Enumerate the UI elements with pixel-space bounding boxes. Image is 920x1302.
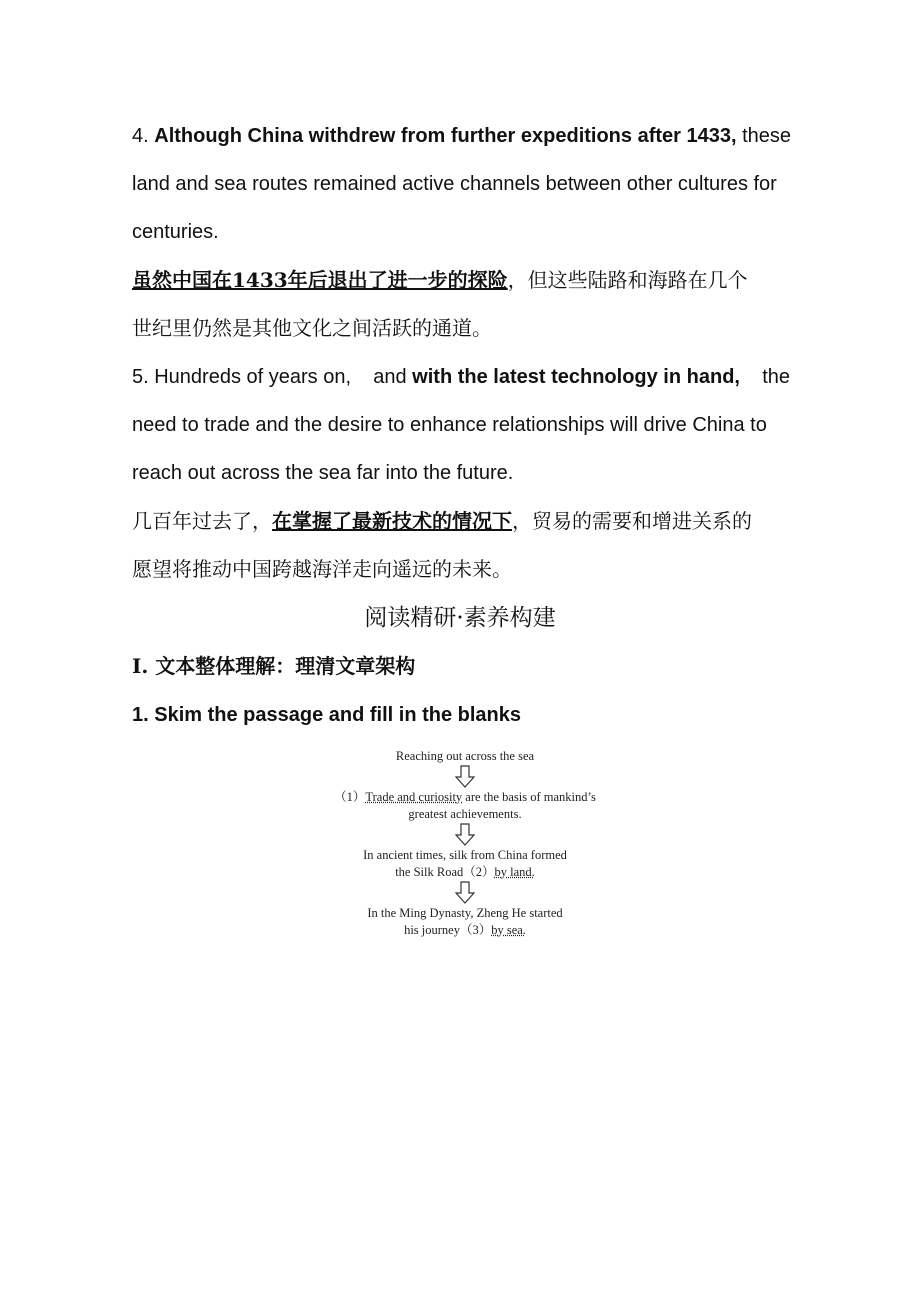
blank-answer-3: by sea. (491, 923, 526, 937)
item5-line1 (132, 365, 790, 389)
text: （1） (334, 790, 366, 804)
item5-line2: need to trade and the desire to enhance relationships will drive China to (132, 414, 767, 436)
diagram-title: Reaching out across the sea (395, 749, 535, 763)
text: 几百年过去了， (132, 509, 272, 533)
text: the (739, 366, 790, 388)
text: his journey（3） (404, 923, 492, 937)
text: the Silk Road（2） (395, 865, 495, 879)
underlined-translation: 在掌握了最新技术的情况下 (272, 509, 512, 533)
item4-line3: centuries. (132, 221, 219, 243)
underlined-translation: 虽然中国在1433年后退出了进一步的探险 (132, 268, 508, 292)
down-arrow-icon (455, 823, 475, 847)
item5-translation-line1 (132, 509, 752, 533)
subsection-heading: Ⅰ. 文本整体理解：理清文章架构 (132, 654, 416, 678)
task-heading: 1. Skim the passage and fill in the blanks (132, 704, 522, 726)
flow-diagram (320, 748, 610, 939)
diagram-box3 (320, 922, 610, 939)
diagram-box1 (320, 789, 610, 806)
item5-translation-line2: 愿望将推动中国跨越海洋走向遥远的未来。 (132, 557, 512, 581)
item-number: 4. (132, 125, 155, 147)
text: 5. Hundreds of years on, and (132, 366, 413, 388)
text: are the basis of mankind’s (462, 790, 596, 804)
text: greatest achievements. (408, 807, 522, 821)
text: these (736, 125, 792, 147)
bold-phrase: Although China withdrew from further expeditions after 1433, (154, 125, 737, 147)
text: ，贸易的需要和增进关系的 (512, 509, 752, 533)
item4-translation-line2: 世纪里仍然是其他文化之间活跃的通道。 (132, 316, 492, 340)
down-arrow-icon (455, 765, 475, 789)
text: ，但这些陆路和海路在几个 (507, 268, 748, 292)
item4-translation-line1 (132, 268, 748, 292)
diagram-box2 (320, 864, 610, 881)
item4-line2: land and sea routes remained active channels between other cultures for (132, 173, 777, 195)
section-title: 阅读精研·素养构建 (364, 605, 556, 631)
text: In ancient times, silk from China formed (363, 848, 567, 862)
item5-line3: reach out across the sea far into the future. (132, 462, 514, 484)
blank-answer-1: Trade and curiosity (365, 790, 463, 804)
blank-answer-2: by land. (494, 865, 535, 879)
bold-phrase: with the latest technology in hand, (412, 366, 740, 388)
down-arrow-icon (455, 881, 475, 905)
text: In the Ming Dynasty, Zheng He started (367, 906, 563, 920)
item4-line1 (132, 124, 791, 148)
